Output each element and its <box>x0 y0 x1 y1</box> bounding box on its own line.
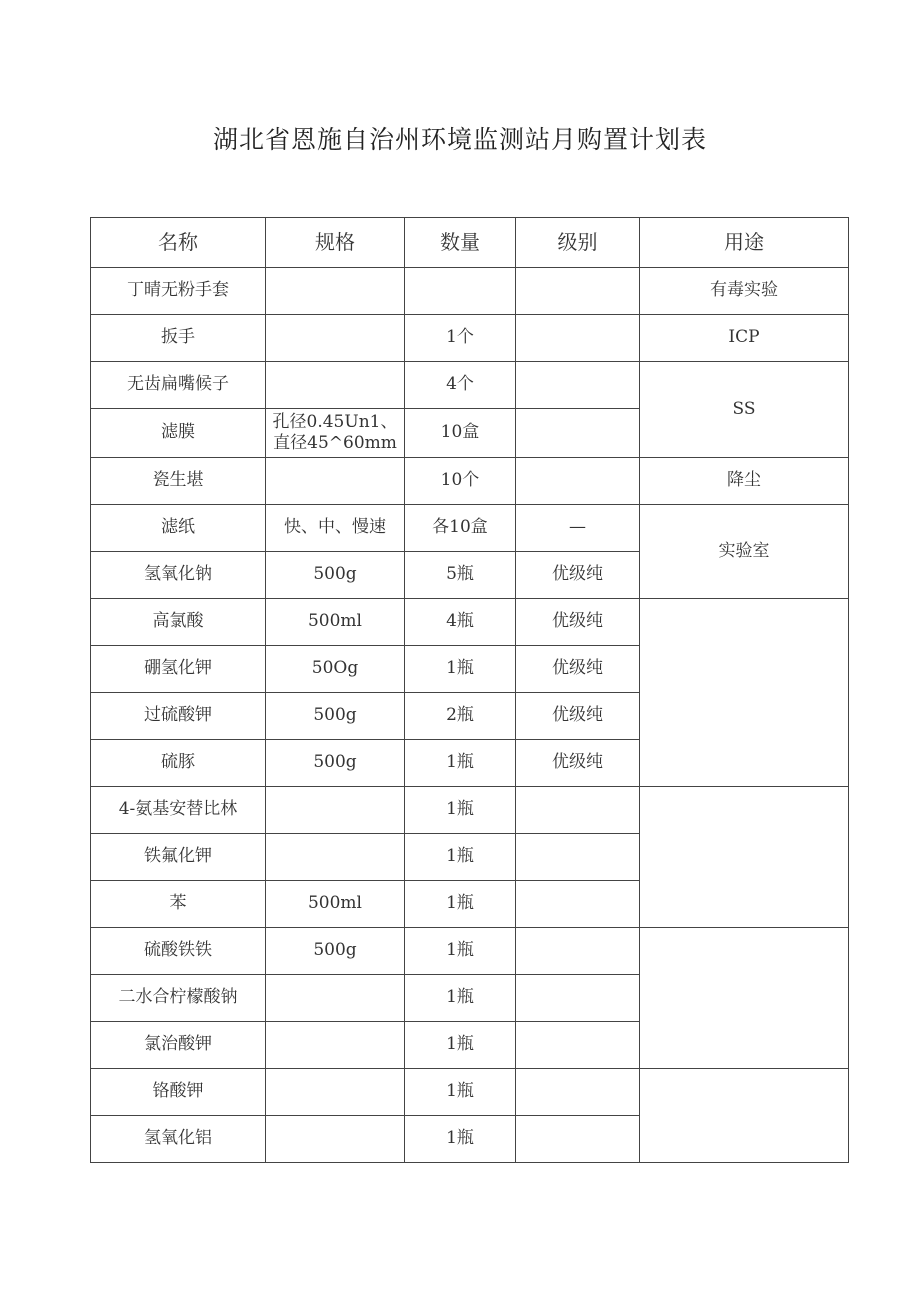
cell-purpose-empty <box>640 928 849 1069</box>
cell-name: 硫豚 <box>91 740 266 787</box>
cell-spec: 500g <box>266 693 405 740</box>
table-row <box>91 315 849 362</box>
header-grade: 级别 <box>516 218 640 268</box>
cell-qty: 10盒 <box>405 409 516 458</box>
cell-spec: 50Og <box>266 646 405 693</box>
cell-qty: 1瓶 <box>405 1022 516 1069</box>
cell-spec: 快、中、慢速 <box>266 505 405 552</box>
table-row <box>91 1069 849 1116</box>
cell-qty: 1瓶 <box>405 646 516 693</box>
table-row <box>91 505 849 552</box>
cell-name: 高氯酸 <box>91 599 266 646</box>
cell-spec: 500ml <box>266 881 405 928</box>
table-row <box>91 787 849 834</box>
cell-name: 丁晴无粉手套 <box>91 268 266 315</box>
cell-qty: 1瓶 <box>405 1116 516 1163</box>
cell-grade: 优级纯 <box>516 693 640 740</box>
cell-name: 铬酸钾 <box>91 1069 266 1116</box>
cell-qty: 1个 <box>405 315 516 362</box>
cell-purpose-empty <box>640 787 849 928</box>
cell-qty: 1瓶 <box>405 740 516 787</box>
cell-name: 瓷生堪 <box>91 458 266 505</box>
cell-spec <box>266 268 405 315</box>
cell-grade <box>516 1022 640 1069</box>
cell-grade: 优级纯 <box>516 646 640 693</box>
cell-purpose: 降尘 <box>640 458 849 505</box>
cell-qty: 2瓶 <box>405 693 516 740</box>
cell-qty: 1瓶 <box>405 928 516 975</box>
cell-spec <box>266 975 405 1022</box>
cell-purpose-empty <box>640 1069 849 1163</box>
table-header-row <box>91 218 849 268</box>
cell-purpose: 实验室 <box>640 505 849 599</box>
cell-grade <box>516 409 640 458</box>
cell-name: 硫酸铁铁 <box>91 928 266 975</box>
cell-qty: 1瓶 <box>405 975 516 1022</box>
cell-spec <box>266 315 405 362</box>
cell-spec <box>266 787 405 834</box>
cell-purpose: SS <box>640 362 849 458</box>
cell-qty: 4个 <box>405 362 516 409</box>
cell-name: 滤纸 <box>91 505 266 552</box>
table-row <box>91 458 849 505</box>
cell-grade: 优级纯 <box>516 599 640 646</box>
cell-spec <box>266 1069 405 1116</box>
cell-name: 铁氟化钾 <box>91 834 266 881</box>
cell-spec: 500g <box>266 740 405 787</box>
cell-name: 滤膜 <box>91 409 266 458</box>
cell-qty: 1瓶 <box>405 881 516 928</box>
cell-qty: 10个 <box>405 458 516 505</box>
cell-spec <box>266 834 405 881</box>
cell-name: 扳手 <box>91 315 266 362</box>
cell-spec <box>266 1116 405 1163</box>
cell-spec: 500g <box>266 552 405 599</box>
cell-name: 过硫酸钾 <box>91 693 266 740</box>
cell-grade <box>516 881 640 928</box>
header-quantity: 数量 <box>405 218 516 268</box>
spec-line: 直径45^60mm <box>273 433 397 453</box>
spec-line: 孔径0.45Un1、 <box>272 411 398 432</box>
cell-qty <box>405 268 516 315</box>
table-row <box>91 268 849 315</box>
header-name: 名称 <box>91 218 266 268</box>
table-row <box>91 928 849 975</box>
cell-grade <box>516 975 640 1022</box>
cell-spec <box>266 362 405 409</box>
cell-qty: 4瓶 <box>405 599 516 646</box>
table-row <box>91 599 849 646</box>
header-purpose: 用途 <box>640 218 849 268</box>
cell-grade <box>516 787 640 834</box>
cell-name: 氢氧化钠 <box>91 552 266 599</box>
cell-name: 二水合柠檬酸钠 <box>91 975 266 1022</box>
cell-qty: 1瓶 <box>405 1069 516 1116</box>
cell-grade <box>516 1069 640 1116</box>
cell-name: 4-氨基安替比林 <box>91 787 266 834</box>
cell-purpose-empty <box>640 599 849 787</box>
cell-spec <box>266 458 405 505</box>
cell-purpose: 有毒实验 <box>640 268 849 315</box>
cell-grade <box>516 928 640 975</box>
cell-purpose: ICP <box>640 315 849 362</box>
cell-name: 氯治酸钾 <box>91 1022 266 1069</box>
page-title: 湖北省恩施自治州环境监测站月购置计划表 <box>212 125 707 154</box>
cell-grade <box>516 1116 640 1163</box>
cell-grade <box>516 834 640 881</box>
cell-grade <box>516 315 640 362</box>
cell-spec: 500ml <box>266 599 405 646</box>
cell-spec <box>266 409 405 458</box>
cell-grade: 优级纯 <box>516 552 640 599</box>
cell-qty: 1瓶 <box>405 787 516 834</box>
cell-qty: 5瓶 <box>405 552 516 599</box>
cell-grade <box>516 268 640 315</box>
cell-qty: 各10盒 <box>405 505 516 552</box>
cell-name: 无齿扁嘴候子 <box>91 362 266 409</box>
cell-grade <box>516 362 640 409</box>
cell-grade <box>516 458 640 505</box>
cell-spec <box>266 1022 405 1069</box>
cell-name: 硼氢化钾 <box>91 646 266 693</box>
table-row <box>91 362 849 409</box>
purchase-plan-table <box>90 217 849 1163</box>
header-spec: 规格 <box>266 218 405 268</box>
cell-spec: 500g <box>266 928 405 975</box>
cell-qty: 1瓶 <box>405 834 516 881</box>
cell-grade: 优级纯 <box>516 740 640 787</box>
cell-grade: — <box>516 505 640 552</box>
cell-name: 氢氧化铝 <box>91 1116 266 1163</box>
cell-name: 苯 <box>91 881 266 928</box>
